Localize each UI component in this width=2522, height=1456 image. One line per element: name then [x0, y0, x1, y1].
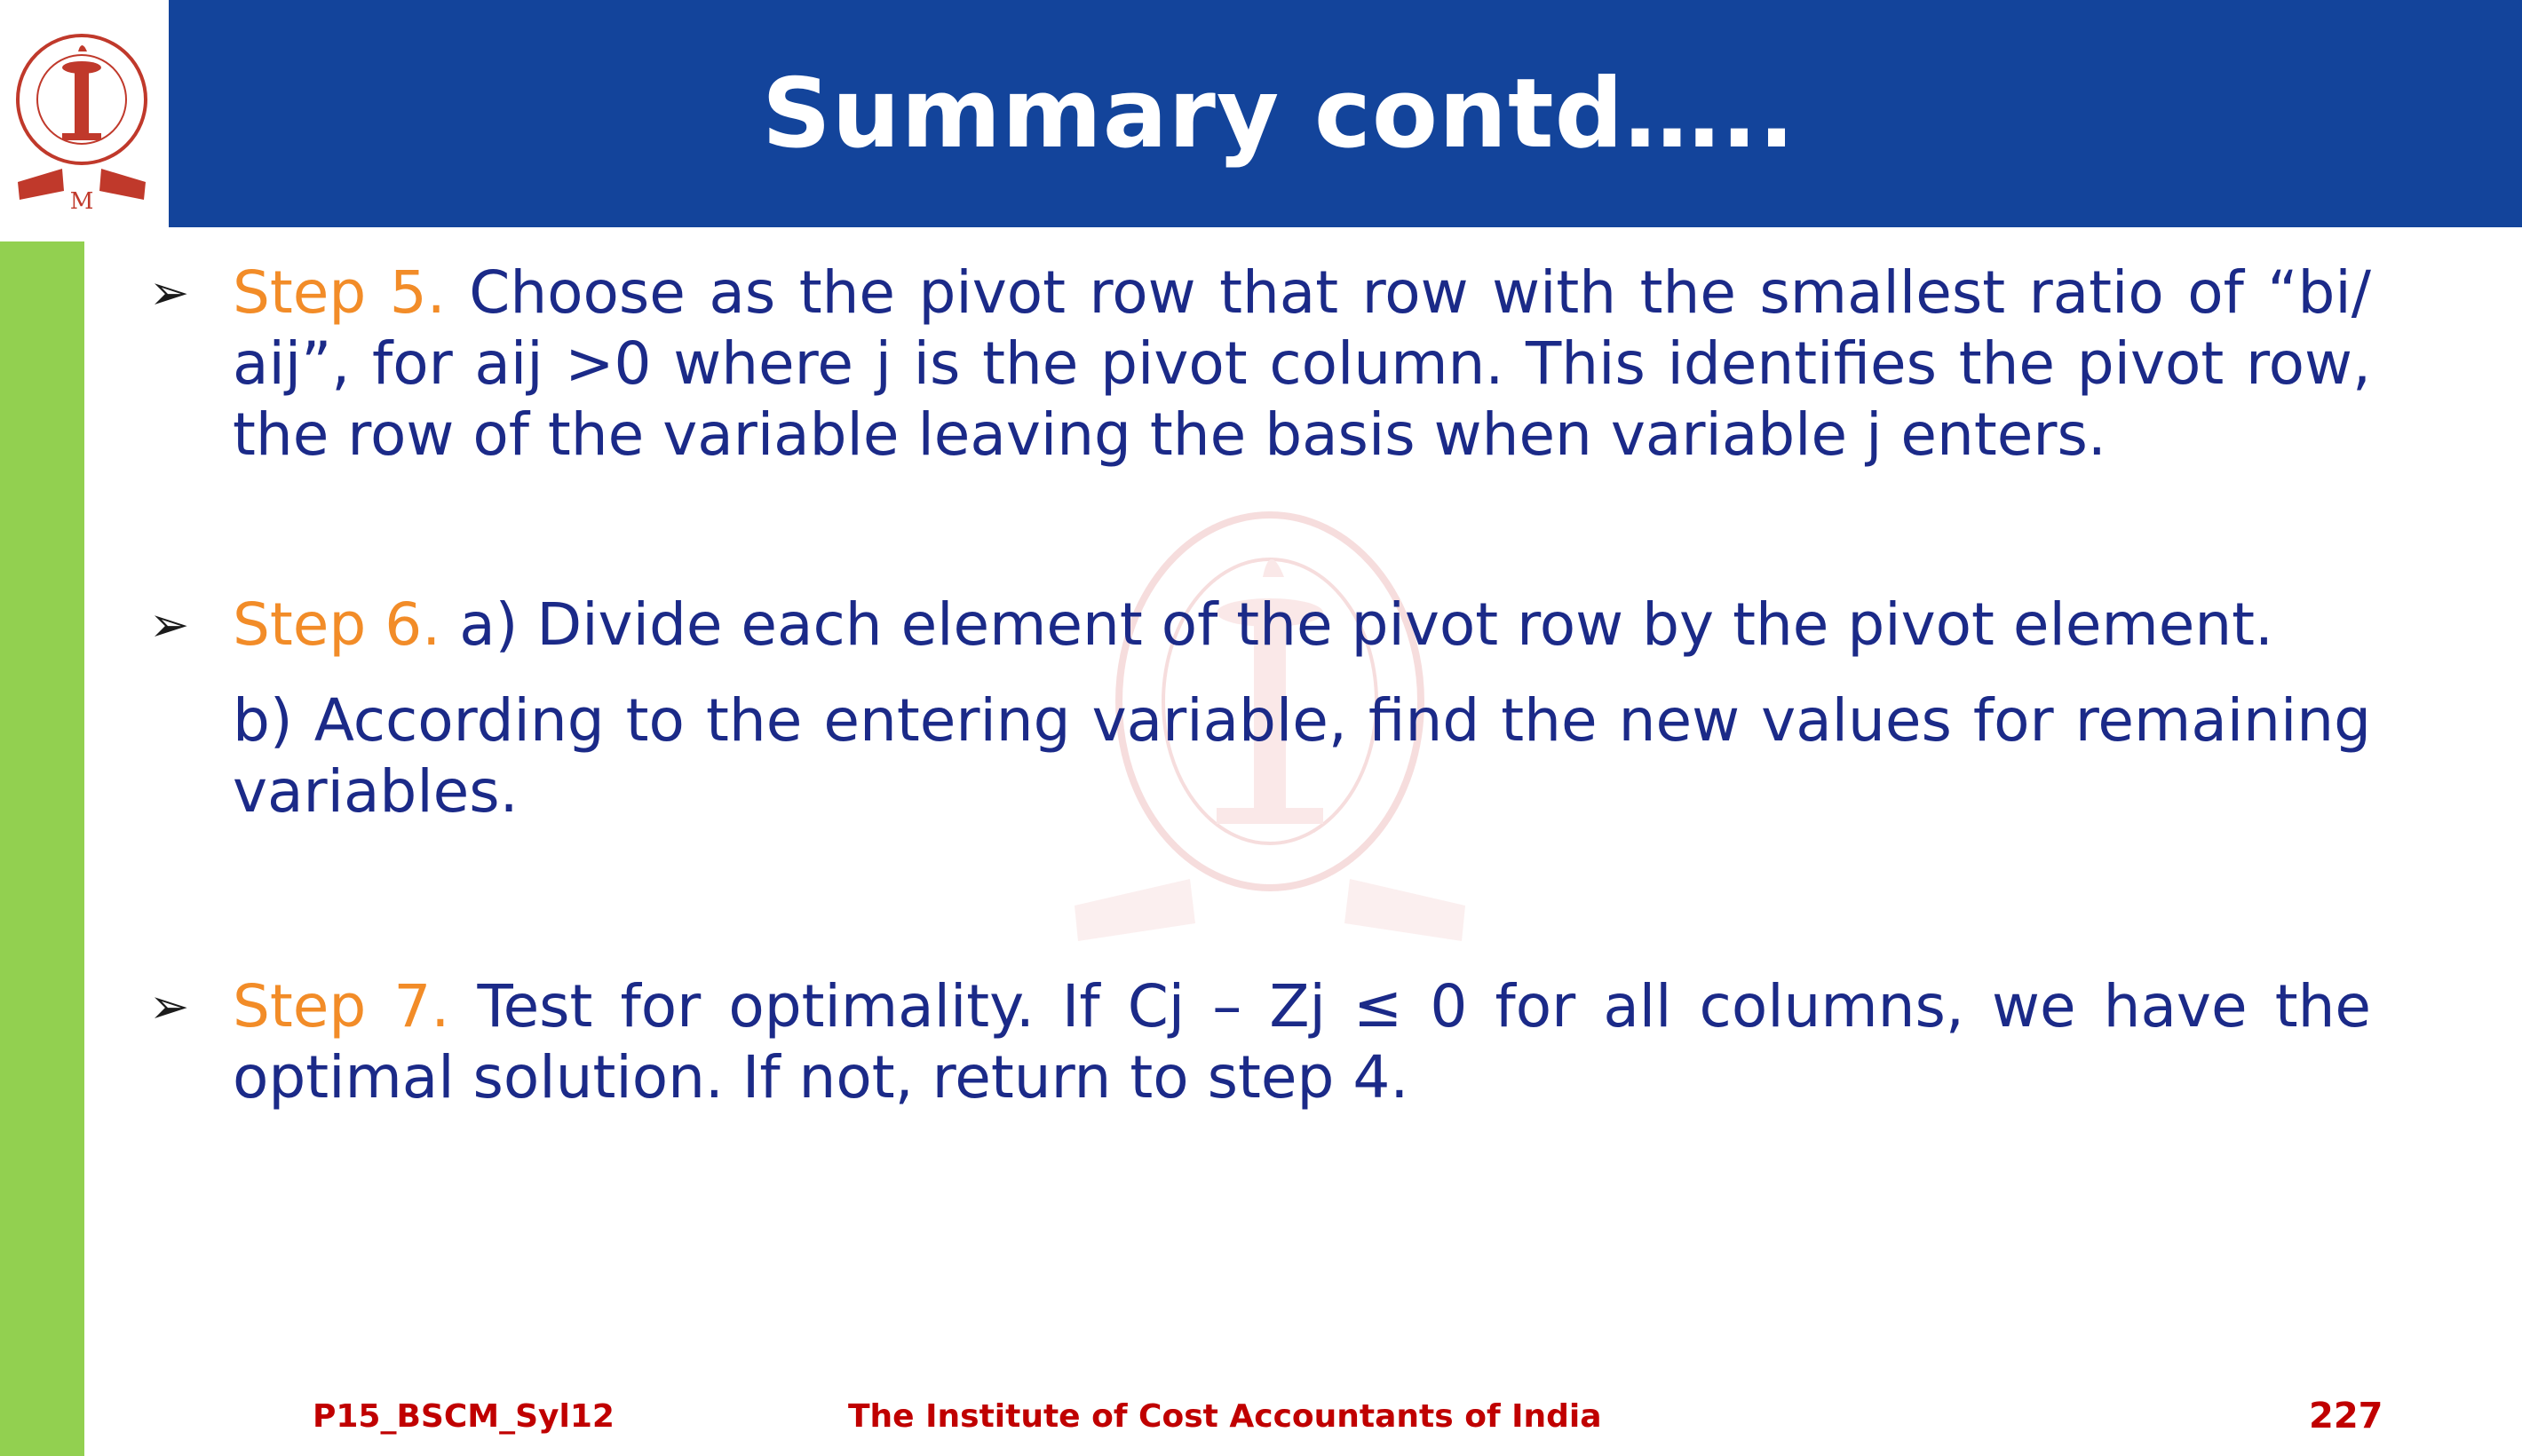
- step-5-item: [142, 257, 2371, 471]
- step-6-text: a) Divide each element of the pivot row by the pivot element.: [459, 590, 2274, 659]
- svg-text:M: M: [69, 188, 94, 215]
- page-title: Summary contd…..: [762, 58, 1796, 170]
- arrowhead-bullet-icon: ➢: [149, 978, 190, 1034]
- step-6-label: Step 6.: [233, 590, 441, 659]
- step-7-item: [142, 971, 2371, 1113]
- step-5-text: Choose as the pivot row that row with the smallest ratio of “bi/ aij”, for aij >0 where j is the pivot column. This identifies the pivot row, the row of the variable leaving the basis when variable j enters.: [233, 258, 2371, 469]
- left-accent-bar: [0, 241, 84, 1456]
- title-banner: [169, 0, 2522, 227]
- arrowhead-bullet-icon: ➢: [149, 597, 190, 653]
- page-number: 227: [2309, 1396, 2383, 1436]
- step-6-subtext: b) According to the entering variable, find the new values for remaining variables.: [233, 686, 2371, 826]
- slide-body: [142, 257, 2371, 1113]
- institute-logo: [0, 0, 169, 227]
- logo-container: [0, 0, 169, 227]
- step-7-text: Test for optimality. If Cj – Zj ≤ 0 for all columns, we have the optimal solution. If not, return to step 4.: [233, 972, 2372, 1112]
- footer-institute: The Institute of Cost Accountants of India: [848, 1398, 1602, 1435]
- footer-code: P15_BSCM_Syl12: [313, 1398, 615, 1435]
- step-6-item: [142, 590, 2371, 661]
- step-5-label: Step 5.: [233, 258, 446, 327]
- step-7-label: Step 7.: [233, 972, 450, 1041]
- arrowhead-bullet-icon: ➢: [149, 265, 190, 320]
